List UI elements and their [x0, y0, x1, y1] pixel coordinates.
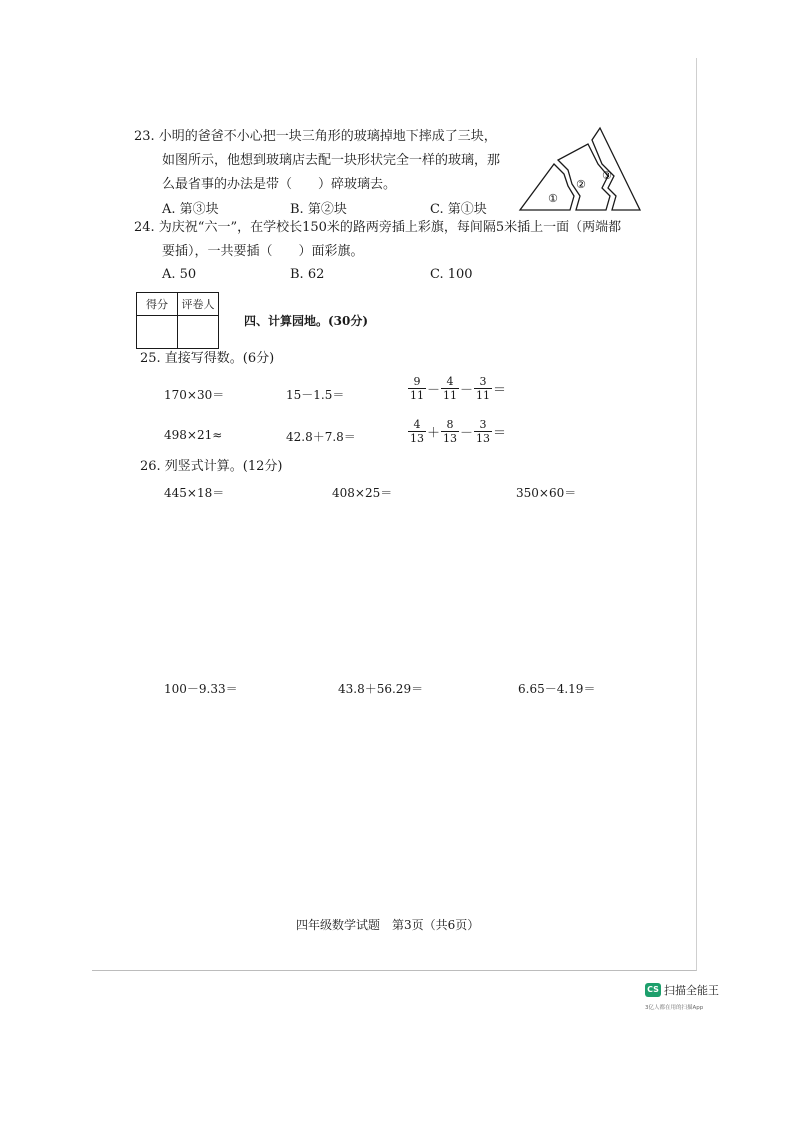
piece-label-1: ①: [548, 192, 558, 205]
piece-label-2: ②: [576, 178, 586, 191]
q24-line2: 要插），一共要插（ ）面彩旗。: [162, 244, 364, 259]
q24-option-c: C. 100: [430, 267, 473, 282]
q24-line1: 24. 为庆祝“六一”，在学校长150米的路两旁插上彩旗，每间隔5米插上一面（两端都: [134, 220, 622, 235]
scanner-app-name: 扫描全能王: [664, 984, 719, 997]
q23-option-c: C. 第①块: [430, 202, 487, 217]
q24-option-a: A. 50: [162, 267, 197, 282]
score-box: [136, 292, 219, 349]
q25-item-4: 42.8＋7.8＝: [286, 430, 356, 444]
q26-item-1: 445×18＝: [164, 486, 225, 500]
score-cell: [137, 316, 178, 349]
q25-item-1: 170×30＝: [164, 388, 225, 402]
q25-fraction-expr-2: $\frac{4}{13}$ ＋ $\frac{8}{13}$ － $\frac{3}{13}$ ＝: [410, 418, 507, 445]
q25-item-2: 15－1.5＝: [286, 388, 345, 402]
q26-item-3: 350×60＝: [516, 486, 577, 500]
grader-cell: [178, 316, 219, 349]
q26-title: 26. 列竖式计算。(12分): [140, 459, 283, 474]
page-footer: 四年级数学试题 第3页（共6页）: [296, 918, 480, 932]
q23-line3: 么最省事的办法是带（ ）碎玻璃去。: [162, 177, 397, 192]
q26-item-6: 6.65－4.19＝: [518, 682, 596, 696]
scanner-tagline: 3亿人都在用的扫描App: [645, 1005, 704, 1011]
piece-label-3: ③: [602, 169, 612, 182]
glass-piece-3: [592, 128, 640, 210]
score-header: 得分: [137, 293, 178, 316]
q23-option-a: A. 第③块: [162, 202, 219, 217]
section-title: 四、计算园地。(30分): [244, 314, 369, 328]
q25-title: 25. 直接写得数。(6分): [140, 351, 275, 366]
q24-option-b: B. 62: [290, 267, 325, 282]
q23-line2: 如图所示，他想到玻璃店去配一块形状完全一样的玻璃，那: [162, 153, 501, 168]
q23-option-b: B. 第②块: [290, 202, 347, 217]
scanner-logo-icon: CS: [645, 983, 661, 997]
q25-item-3: 498×21≈: [164, 428, 223, 442]
q26-item-5: 43.8＋56.29＝: [338, 682, 424, 696]
glass-piece-1: [520, 164, 574, 210]
grader-header: 评卷人: [178, 293, 219, 316]
q26-item-2: 408×25＝: [332, 486, 393, 500]
q25-fraction-expr-1: $\frac{9}{11}$ － $\frac{4}{11}$ － $\frac{3}{11}$ ＝: [410, 375, 507, 402]
q23-line1: 23. 小明的爸爸不小心把一块三角形的玻璃掉地下摔成了三块，: [134, 129, 497, 144]
q26-item-4: 100－9.33＝: [164, 682, 238, 696]
broken-triangle-figure: [518, 126, 642, 214]
